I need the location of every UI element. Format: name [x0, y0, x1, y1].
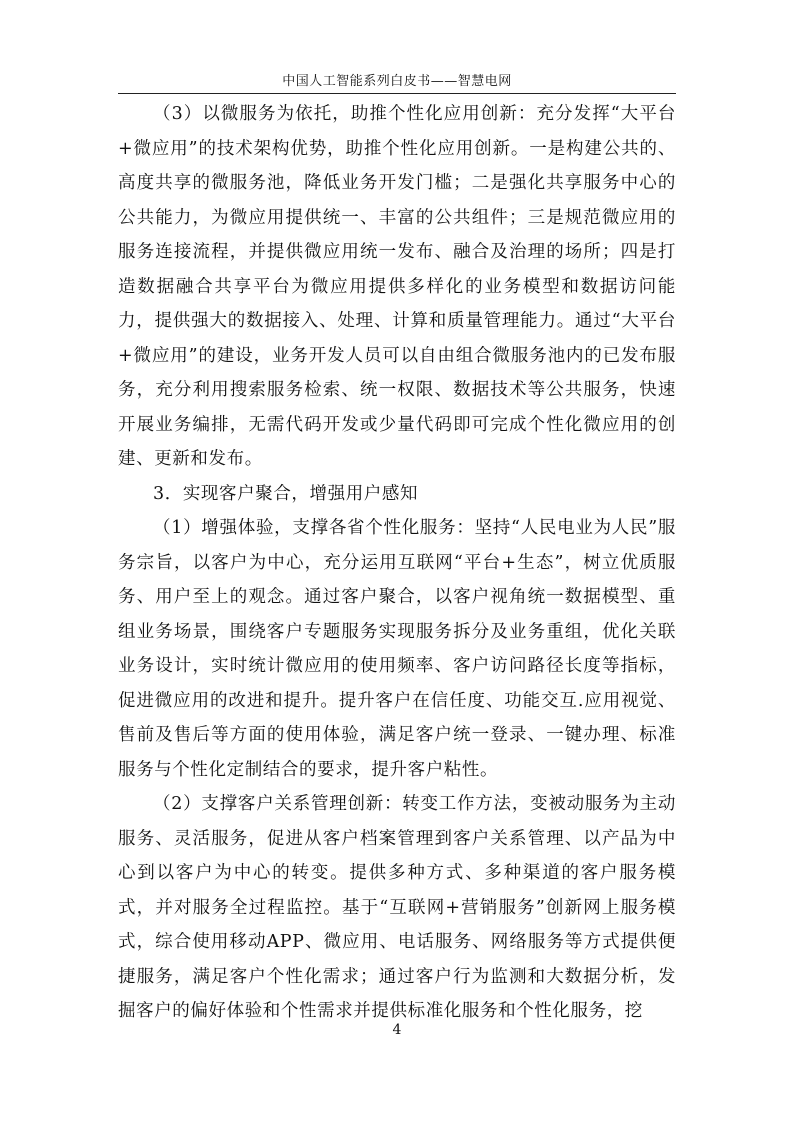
header-divider — [118, 93, 676, 94]
paragraph-crm: （2）支撑客户关系管理创新：转变工作方法，变被动服务为主动服务、灵活服务，促进从客户档案管理到客户关系管理、以产品为中心到以客户为中心的转变。提供多种方式、多种渠道的客户服务模式，并对服务全过程监控。基于“互联网+营销服务”创新网上服务模式，综合使用移动APP、微应用、电话服务、网络服务等方式提供便捷服务，满足客户个性化需求；通过客户行为监测和大数据分析，发掘客户的偏好体验和个性需求并提供标准化服务和个性化服务，挖 — [118, 794, 676, 1021]
paragraph-microservices: （3）以微服务为依托，助推个性化应用创新：充分发挥“大平台+微应用”的技术架构优势，助推个性化应用创新。一是构建公共的、高度共享的微服务池，降低业务开发门槛；二是强化共享服务中心的公共能力，为微应用提供统一、丰富的公共组件；三是规范微应用的服务连接流程，并提供微应用统一发布、融合及治理的场所；四是打造数据融合共享平台为微应用提供多样化的业务模型和数据访问能力，提供强大的数据接入、处理、计算和质量管理能力。通过“大平台+微应用”的建设，业务开发人员可以自由组合微服务池内的已发布服务，充分利用搜索服务检索、统一权限、数据技术等公共服务，快速开展业务编排，无需代码开发或少量代码即可完成个性化微应用的创建、更新和发布。 — [118, 104, 676, 469]
page-number: 4 — [392, 1022, 402, 1038]
document-body — [118, 97, 676, 1029]
section-heading: 3．实现客户聚合，增强用户感知 — [153, 483, 419, 504]
running-header: 中国人工智能系列白皮书——智慧电网 — [282, 74, 512, 89]
paragraph-experience: （1）增强体验，支撑各省个性化服务：坚持“人民电业为人民”服务宗旨，以客户为中心，充分运用互联网“平台+生态”，树立优质服务、用户至上的观念。通过客户聚合，以客户视角统一数据模型、重组业务场景，围绕客户专题服务实现服务拆分及业务重组，优化关联业务设计，实时统计微应用的使用频率、客户访问路径长度等指标，促进微应用的改进和提升。提升客户在信任度、功能交互.应用视觉、售前及售后等方面的使用体验，满足客户统一登录、一键办理、标准服务与个性化定制结合的要求，提升客户粘性。 — [118, 518, 676, 780]
